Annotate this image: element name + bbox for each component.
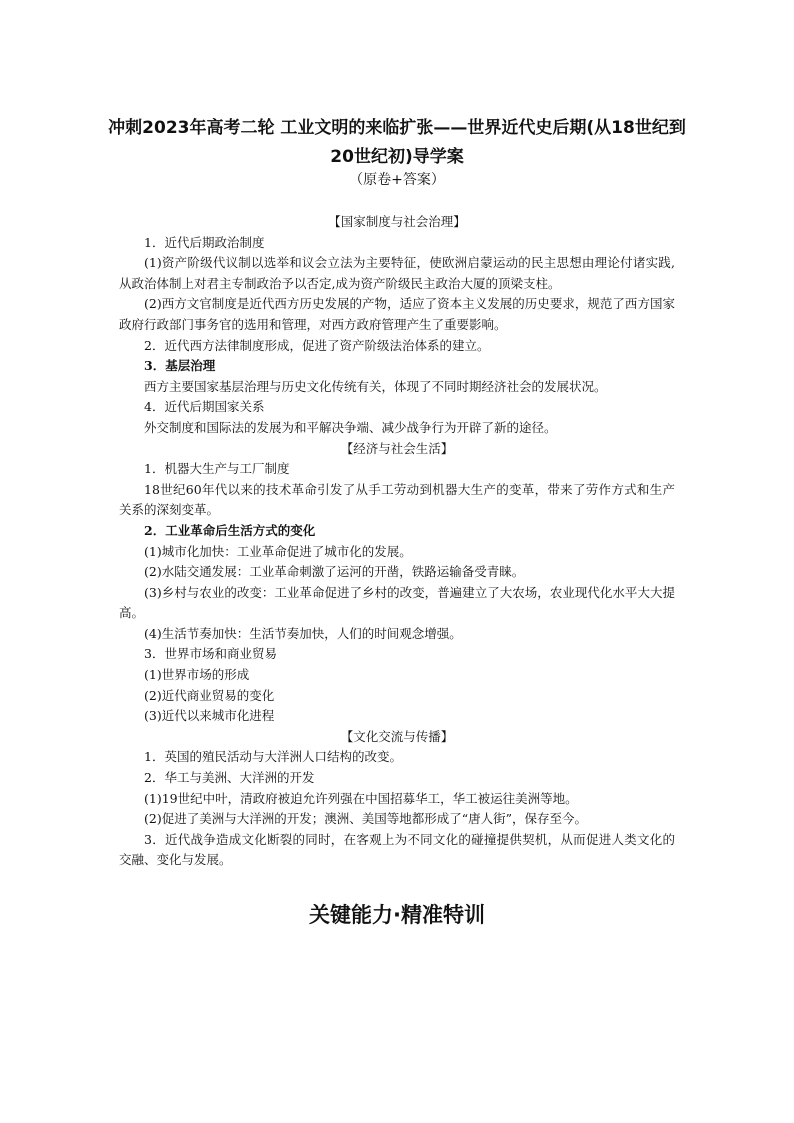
paragraph: (1)19世纪中叶，清政府被迫允许列强在中国招募华工，华工被运往美洲等地。 <box>144 790 578 806</box>
section-heading: 【国家制度与社会治理】 <box>328 214 466 229</box>
paragraph: 外交制度和国际法的发展为和平解决争端、减少战争行为开辟了新的途径。 <box>144 419 557 435</box>
section-heading: 【文化交流与传播】 <box>340 728 454 744</box>
paragraph: 3．近代战争造成文化断裂的同时，在客观上为不同文化的碰撞提供契机，从而促进人类文化的交融、变化与发展。 <box>119 831 675 868</box>
paragraph: 2．华工与美洲、大洋洲的开发 <box>144 770 315 786</box>
paragraph: (1)资产阶级代议制以选举和议会立法为主要特征，使欧洲启蒙运动的民主思想由理论付诸实践,从政治体制上对君主专制政治予以否定,成为资产阶级民主政治大厦的顶梁支柱。 <box>119 255 675 291</box>
paragraph: 2．近代西方法律制度形成，促进了资产阶级法治体系的建立。 <box>144 337 490 353</box>
paragraph: (2)近代商业贸易的变化 <box>144 687 275 703</box>
section-heading: 【经济与社会生活】 <box>340 440 454 456</box>
document-title: 冲刺2023年高考二轮 工业文明的来临扩张——世界近代史后期(从18世纪到20世纪初)导学案 <box>108 118 686 167</box>
paragraph: 2．工业革命后生活方式的变化 <box>144 522 316 538</box>
paragraph: 1．机器大生产与工厂制度 <box>144 461 290 477</box>
paragraph: (1)世界市场的形成 <box>144 667 250 683</box>
paragraph: 3．世界市场和商业贸易 <box>144 646 277 662</box>
paragraph: 3．基层治理 <box>144 358 216 374</box>
paragraph: (4)生活节奏加快：生活节奏加快，人们的时间观念增强。 <box>144 625 462 641</box>
paragraph: (2)促进了美洲与大洋洲的开发；澳洲、美国等地都形成了“唐人街”，保存至今。 <box>144 811 587 827</box>
paragraph: 1．近代后期政治制度 <box>144 234 265 250</box>
section-title: 关键能力·精准特训 <box>309 903 485 927</box>
paragraph: 西方主要国家基层治理与历史文化传统有关，体现了不同时期经济社会的发展状况。 <box>144 378 607 394</box>
document-subtitle: （原卷+答案） <box>349 172 445 188</box>
paragraph: (3)乡村与农业的改变：工业革命促进了乡村的改变，普遍建立了大农场，农业现代化水平大大提高。 <box>119 584 675 621</box>
document-body <box>119 212 675 871</box>
paragraph: 4．近代后期国家关系 <box>144 399 265 415</box>
paragraph: (1)城市化加快：工业革命促进了城市化的发展。 <box>144 543 412 559</box>
paragraph: (3)近代以来城市化进程 <box>144 708 275 724</box>
paragraph: 1．英国的殖民活动与大洋洲人口结构的改变。 <box>144 749 402 765</box>
paragraph: (2)西方文官制度是近代西方历史发展的产物，适应了资本主义发展的历史要求，规范了西方国家政府行政部门事务官的选用和管理，对西方政府管理产生了重要影响。 <box>119 296 675 332</box>
paragraph: 18世纪60年代以来的技术革命引发了从手工劳动到机器大生产的变革，带来了劳作方式和生产关系的深刻变革。 <box>119 481 675 518</box>
paragraph: (2)水陆交通发展：工业革命刺激了运河的开凿，铁路运输备受青睐。 <box>144 564 525 580</box>
